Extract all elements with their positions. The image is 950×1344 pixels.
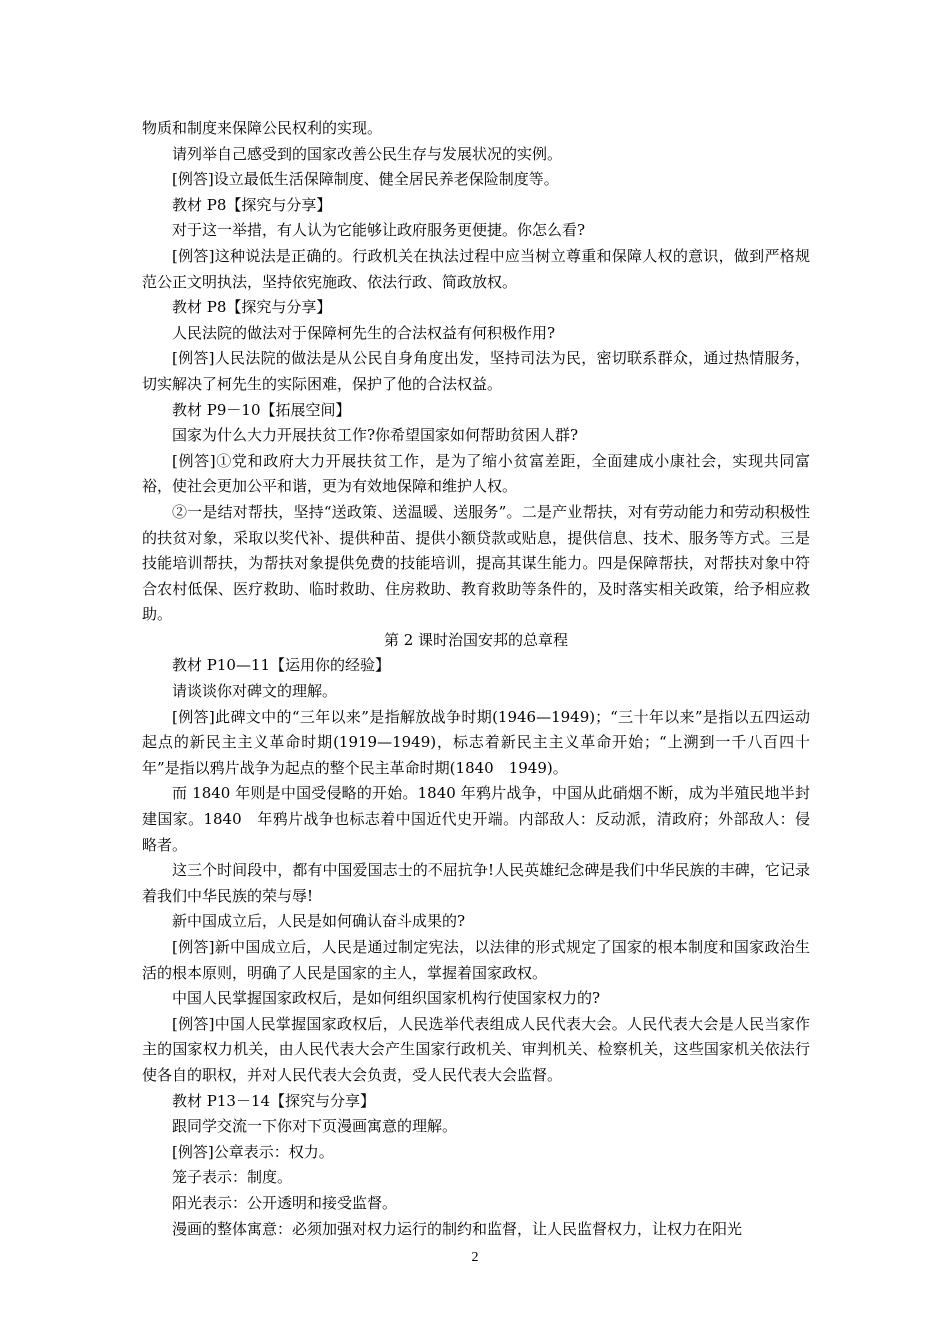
paragraph: 请列举自己感受到的国家改善公民生存与发展状况的实例。 xyxy=(172,144,563,163)
paragraph: 物质和制度来保障公民权利的实现。 xyxy=(142,119,383,137)
paragraph: 跟同学交流一下你对下页漫画寓意的理解。 xyxy=(172,1117,458,1136)
page-number: 2 xyxy=(471,1250,479,1265)
paragraph: 教材 P9－10【拓展空间】 xyxy=(172,400,351,419)
paragraph: ②一是结对帮扶，坚持“送政策、送温暖、送服务”。二是产业帮扶，对有劳动能力和劳动积极性的扶贫对象，采取以奖代补、提供种苗、提供小额贷款或贴息，提供信息、技术、服务等方式。三是技能培训帮扶，为帮扶对象提供免费的技能培训，提高其谋生能力。四是保障帮扶，对帮扶对象中符合农村低保、医疗救助、临时救助、住房救助、教育救助等条件的，及时落实相关政策，给予相应救助。 xyxy=(142,502,810,624)
paragraph: [例答]人民法院的做法是从公民自身角度出发，坚持司法为民，密切联系群众，通过热情服务，切实解决了柯先生的实际困难，保护了他的合法权益。 xyxy=(142,349,810,393)
paragraph: 国家为什么大力开展扶贫工作?你希望国家如何帮助贫困人群? xyxy=(172,426,579,445)
section-heading: 第 2 课时治国安邦的总章程 xyxy=(383,630,569,649)
paragraph: 阳光表示：公开透明和接受监督。 xyxy=(172,1193,398,1212)
paragraph: [例答]新中国成立后，人民是通过制定宪法，以法律的形式规定了国家的根本制度和国家政治生活的根本原则，明确了人民是国家的主人，掌握着国家政权。 xyxy=(142,938,810,982)
paragraph: [例答]中国人民掌握国家政权后，人民选举代表组成人民代表大会。人民代表大会是人民当家作主的国家权力机关，由人民代表大会产生国家行政机关、审判机关、检察机关，这些国家机关依法行使各自的职权，并对人民代表大会负责，受人民代表大会监督。 xyxy=(142,1014,810,1084)
paragraph: 这三个时间段中，都有中国爱国志士的不屈抗争!人民英雄纪念碑是我们中华民族的丰碑，它记录着我们中华民族的荣与辱! xyxy=(142,861,810,905)
paragraph: [例答]①党和政府大力开展扶贫工作，是为了缩小贫富差距，全面建成小康社会，实现共同富裕，使社会更加公平和谐，更为有效地保障和维护人权。 xyxy=(142,451,810,496)
paragraph: 教材 P10—11【运用你的经验】 xyxy=(172,656,391,675)
paragraph: 教材 P8【探究与分享】 xyxy=(172,298,332,317)
paragraph: 教材 P13－14【探究与分享】 xyxy=(172,1091,376,1110)
paragraph: 笼子表示：制度。 xyxy=(172,1168,293,1187)
document-body xyxy=(142,116,810,1242)
paragraph: [例答]设立最低生活保障制度、健全居民养老保险制度等。 xyxy=(172,170,559,189)
paragraph: 人民法院的做法对于保障柯先生的合法权益有何积极作用? xyxy=(172,323,556,342)
paragraph: [例答]此碑文中的“三年以来”是指解放战争时期(1946—1949)；“三十年以来”是指以五四运动起点的新民主主义革命时期(1919—1949)，标志着新民主主义革命开始；“上溯到一千八百四十年”是指以鸦片战争为起点的整个民主革命时期(1840 1949)。 xyxy=(142,707,810,777)
paragraph: 教材 P8【探究与分享】 xyxy=(172,195,332,214)
paragraph: 而 1840 年则是中国受侵略的开始。1840 年鸦片战争，中国从此硝烟不断，成为半殖民地半封建国家。1840 年鸦片战争也标志着中国近代史开端。内部敌人：反动派，清政府；外部敌人：侵略者。 xyxy=(142,784,810,854)
paragraph: 中国人民掌握国家政权后，是如何组织国家机构行使国家权力的? xyxy=(172,989,601,1008)
paragraph: [例答]这种说法是正确的。行政机关在执法过程中应当树立尊重和保障人权的意识，做到严格规范公正文明执法，坚持依宪施政、依法行政、简政放权。 xyxy=(142,246,810,291)
paragraph: 漫画的整体寓意：必须加强对权力运行的制约和监督，让人民监督权力，让权力在阳光 xyxy=(172,1219,743,1238)
paragraph: [例答]公章表示：权力。 xyxy=(172,1142,334,1161)
paragraph: 请谈谈你对碑文的理解。 xyxy=(172,682,338,701)
paragraph: 对于这一举措，有人认为它能够让政府服务更便捷。你怎么看? xyxy=(172,221,586,240)
paragraph: 新中国成立后，人民是如何确认奋斗成果的? xyxy=(172,912,466,931)
